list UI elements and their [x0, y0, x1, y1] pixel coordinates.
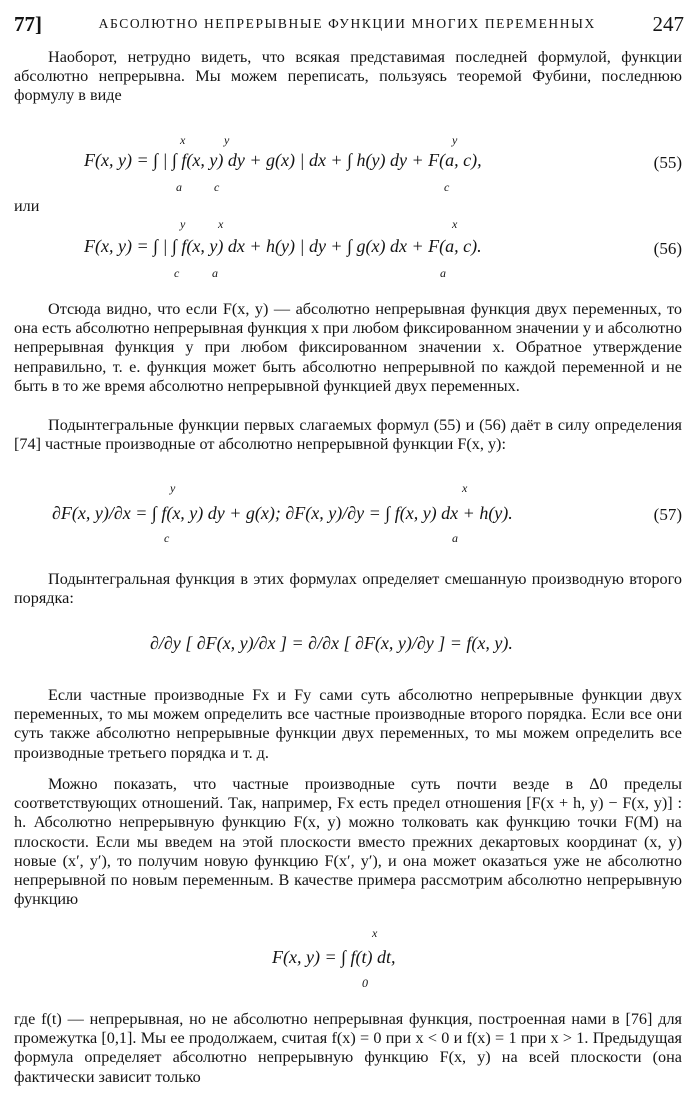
equation-number-55: (55): [653, 153, 682, 172]
eq55-limit-upper-1: x: [180, 133, 186, 147]
running-header: [14, 9, 684, 39]
eq55-limit-lower-1: a: [176, 180, 182, 194]
paragraph-mixed-derivative: Подынтегральная функция в этих формулах определяет смешанную производную второго порядка:: [14, 570, 682, 608]
eq56-limit-upper-1: y: [180, 217, 186, 231]
paragraph-higher-derivatives: Если частные производные Fx и Fy сами суть абсолютно непрерывные функции двух переменных, то мы можем определить все частные производные второго порядка. Если все они суть также абсолютно непрерывные функции двух переменных, то мы можем определить все производные третьего порядка и т. д.: [14, 686, 682, 762]
eq56-limit-lower-3: a: [440, 266, 446, 280]
eq56-limit-lower-1: c: [174, 266, 180, 280]
connector-word: или: [14, 197, 40, 215]
equation-number-57: (57): [653, 505, 682, 524]
paragraph-absolute-continuity: Отсюда видно, что если F(x, y) — абсолютно непрерывная функция двух переменных, то она есть абсолютно непрерывная функция x при любом фиксированном значении y и абсолютно непрерывная функция y при любом фиксированном значении x. Обратное утверждение неправильно, т. е. функция может быть абсолютно непрерывной по каждой переменной и не быть в то же время абсолютно непрерывной функцией двух переменных.: [14, 300, 682, 395]
paragraph-partial-derivatives: Подынтегральные функции первых слагаемых формул (55) и (56) даёт в силу определения [74] частные производные от абсолютно непрерывной функции F(x, y):: [14, 416, 682, 454]
eq56-limit-lower-2: a: [212, 266, 218, 280]
eq56-limit-upper-3: x: [452, 217, 458, 231]
equation-55: F(x, y) = ∫ | ∫ f(x, y) dy + g(x) | dx + ∫ h(y) dy + F(a, c),: [84, 150, 482, 170]
page-number: 247: [652, 11, 684, 36]
eq57-limit-upper-1: y: [170, 481, 176, 495]
equation-example: F(x, y) = ∫ f(t) dt,: [272, 947, 396, 967]
equation-number-56: (56): [653, 239, 682, 258]
eq55-limit-upper-2: y: [224, 133, 230, 147]
eq56-limit-upper-2: x: [218, 217, 224, 231]
equation-56: F(x, y) = ∫ | ∫ f(x, y) dx + h(y) | dy + ∫ g(x) dx + F(a, c).: [84, 236, 482, 256]
paragraph-limits-of-ratios: Можно показать, что частные производные суть почти везде в Δ0 пределы соответствующих отношений. Так, например, Fx есть предел отношения [F(x + h, y) − F(x, y)] : h. Абсолютно непрерывную функцию F(x, y) можно толковать как функцию точки F(M) на плоскости. Если мы введем на этой плоскости вместо прежних декартовых координат (x, y) новые (x′, y′), то получим новую функцию F(x′, y′), и она может оказаться уже не абсолютно непрерывной по новым переменным. В качестве примера рассмотрим абсолютно непрерывную функцию: [14, 775, 682, 909]
section-number: 77]: [14, 11, 42, 36]
eq57-limit-upper-2: x: [462, 481, 468, 495]
example-limit-upper: x: [372, 926, 378, 940]
paragraph-example-continued: где f(t) — непрерывная, но не абсолютно непрерывная функция, построенная нами в [76] для промежутка [0,1]. Мы ее продолжаем, считая f(x) = 0 при x < 0 и f(x) = 1 при x > 1. Предыдущая формула определяет абсолютно непрерывную функцию F(x, y) на всей плоскости (она фактически зависит только: [14, 1010, 682, 1086]
eq57-limit-lower-2: a: [452, 531, 458, 545]
running-title: АБСОЛЮТНО НЕПРЕРЫВНЫЕ ФУНКЦИИ МНОГИХ ПЕРЕМЕННЫХ: [98, 16, 596, 31]
example-limit-lower: 0: [362, 976, 368, 990]
eq55-limit-lower-2: c: [214, 180, 220, 194]
eq57-limit-lower-1: c: [164, 531, 170, 545]
equation-57: ∂F(x, y)/∂x = ∫ f(x, y) dy + g(x); ∂F(x, y)/∂y = ∫ f(x, y) dx + h(y).: [52, 503, 513, 523]
paragraph-fubini: Наоборот, нетрудно видеть, что всякая представимая последней формулой, функции абсолютно непрерывна. Мы можем переписать, пользуясь теоремой Фубини, последнюю формулу в виде: [14, 48, 682, 105]
eq55-limit-upper-3: y: [452, 133, 458, 147]
eq55-limit-lower-3: c: [444, 180, 450, 194]
equation-mixed-derivative: ∂/∂y [ ∂F(x, y)/∂x ] = ∂/∂x [ ∂F(x, y)/∂y ] = f(x, y).: [150, 633, 513, 653]
